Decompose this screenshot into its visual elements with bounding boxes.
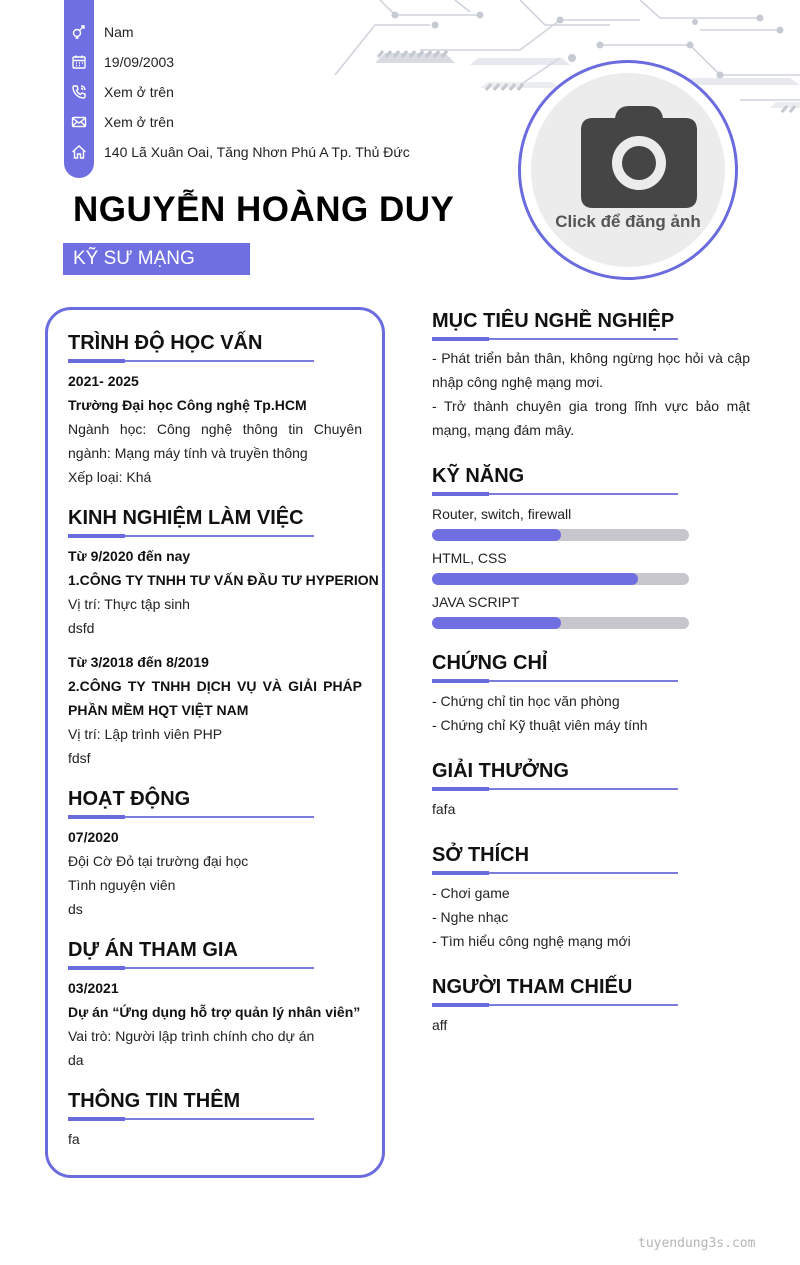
additional-info-text: fa (68, 1131, 80, 1147)
objective-heading: MỤC TIÊU NGHỀ NGHIỆP (432, 310, 675, 332)
projects-heading: DỰ ÁN THAM GIA (68, 939, 238, 961)
projects-underline (68, 967, 314, 969)
address-text: 140 Lã Xuân Oai, Tăng Nhơn Phú A Tp. Thủ Đức (104, 144, 410, 160)
certificates-heading: CHỨNG CHỈ (432, 652, 548, 674)
additional-info-underline (68, 1118, 314, 1120)
experience-underline (68, 535, 314, 537)
objective-underline (432, 338, 678, 340)
hobby-item: - Tìm hiểu công nghệ mạng mới (432, 933, 631, 949)
education-school: Trường Đại học Công nghệ Tp.HCM (68, 397, 307, 413)
references-heading: NGƯỜI THAM CHIẾU (432, 976, 633, 998)
activities-heading: HOẠT ĐỘNG (68, 788, 191, 810)
phone-icon (64, 80, 94, 104)
additional-info-heading: THÔNG TIN THÊM (68, 1090, 241, 1112)
skill-bar-fill (432, 617, 561, 629)
skills-heading: KỸ NĂNG (432, 465, 525, 487)
photo-upload-label: Click để đăng ảnh (555, 212, 701, 231)
education-heading: TRÌNH ĐỘ HỌC VẤN (68, 332, 263, 354)
activity-description: ds (68, 901, 83, 917)
skill-bar (432, 617, 689, 629)
project-role: Vai trò: Người lập trình chính cho dự án (68, 1028, 315, 1044)
references-underline (432, 1004, 678, 1006)
email-text: Xem ở trên (104, 114, 174, 130)
hobby-item: - Chơi game (432, 885, 510, 901)
job-2-description: fdsf (68, 750, 91, 766)
skill-label: Router, switch, firewall (432, 506, 572, 522)
job-2-position: Vị trí: Lập trình viên PHP (68, 726, 223, 742)
experience-heading: KINH NGHIỆM LÀM VIỆC (68, 507, 304, 529)
certificate-item: - Chứng chỉ tin học văn phòng (432, 693, 620, 709)
contact-phone (64, 80, 484, 104)
education-major-line2: ngành: Mạng máy tính và truyền thông (68, 445, 308, 461)
contact-address (64, 140, 484, 164)
skill-label: HTML, CSS (432, 550, 507, 566)
education-major-line1: Ngành học: Công nghệ thông tin Chuyên (68, 421, 362, 437)
contact-birthday (64, 50, 484, 74)
contact-gender (64, 20, 484, 44)
activity-role: Tình nguyện viên (68, 877, 176, 893)
objective-line3: - Trở thành chuyên gia trong lĩnh vực bảo mật (432, 398, 750, 414)
calendar-icon (64, 50, 94, 74)
job-2-company-line2: PHẦN MỀM HQT VIỆT NAM (68, 702, 249, 718)
site-watermark: tuyendung3s.com (638, 1236, 756, 1251)
candidate-name: NGUYỄN HOÀNG DUY (73, 190, 455, 229)
job-1-description: dsfd (68, 620, 95, 636)
gender-icon (64, 20, 94, 44)
activity-organization: Đội Cờ Đỏ tại trường đại học (68, 853, 249, 869)
birthday-text: 19/09/2003 (104, 54, 175, 70)
skill-bar-fill (432, 573, 638, 585)
education-period: 2021- 2025 (68, 373, 139, 389)
certificates-underline (432, 680, 678, 682)
skill-bar (432, 529, 689, 541)
project-description: da (68, 1052, 84, 1068)
phone-text: Xem ở trên (104, 84, 174, 100)
camera-icon (579, 106, 699, 210)
references-text: aff (432, 1017, 448, 1033)
education-underline (68, 360, 314, 362)
email-icon (64, 110, 94, 134)
skills-underline (432, 493, 678, 495)
photo-placeholder (531, 73, 725, 267)
contact-email (64, 110, 484, 134)
job-2-period: Từ 3/2018 đến 8/2019 (68, 654, 209, 670)
certificate-item: - Chứng chỉ Kỹ thuật viên máy tính (432, 717, 648, 733)
awards-underline (432, 788, 678, 790)
photo-upload-button[interactable] (518, 60, 738, 280)
job-1-company: 1.CÔNG TY TNHH TƯ VẤN ĐẦU TƯ HYPERION (68, 572, 379, 588)
education-grade: Xếp loại: Khá (68, 469, 152, 485)
job-2-company-line1: 2.CÔNG TY TNHH DỊCH VỤ VÀ GIẢI PHÁP (68, 678, 362, 694)
hobbies-heading: SỞ THÍCH (432, 844, 530, 866)
gender-text: Nam (104, 24, 134, 40)
objective-line2: nhập công nghệ mạng mơi. (432, 374, 604, 390)
hobbies-underline (432, 872, 678, 874)
job-1-position: Vị trí: Thực tập sinh (68, 596, 190, 612)
skill-bar (432, 573, 689, 585)
objective-line1: - Phát triển bản thân, không ngừng học hỏi và cập (432, 350, 750, 366)
project-name: Dự án “Ứng dụng hỗ trợ quản lý nhân viên” (68, 1004, 361, 1020)
activities-underline (68, 816, 314, 818)
skill-label: JAVA SCRIPT (432, 594, 520, 610)
job-1-period: Từ 9/2020 đến nay (68, 548, 191, 564)
job-title-badge: KỸ SƯ MẠNG (63, 243, 250, 275)
awards-heading: GIẢI THƯỞNG (432, 760, 569, 782)
home-icon (64, 140, 94, 164)
skill-bar-fill (432, 529, 561, 541)
project-period: 03/2021 (68, 980, 119, 996)
hobby-item: - Nghe nhạc (432, 909, 509, 925)
objective-line4: mạng, mạng đám mây. (432, 422, 575, 438)
awards-text: fafa (432, 801, 456, 817)
activity-period: 07/2020 (68, 829, 119, 845)
